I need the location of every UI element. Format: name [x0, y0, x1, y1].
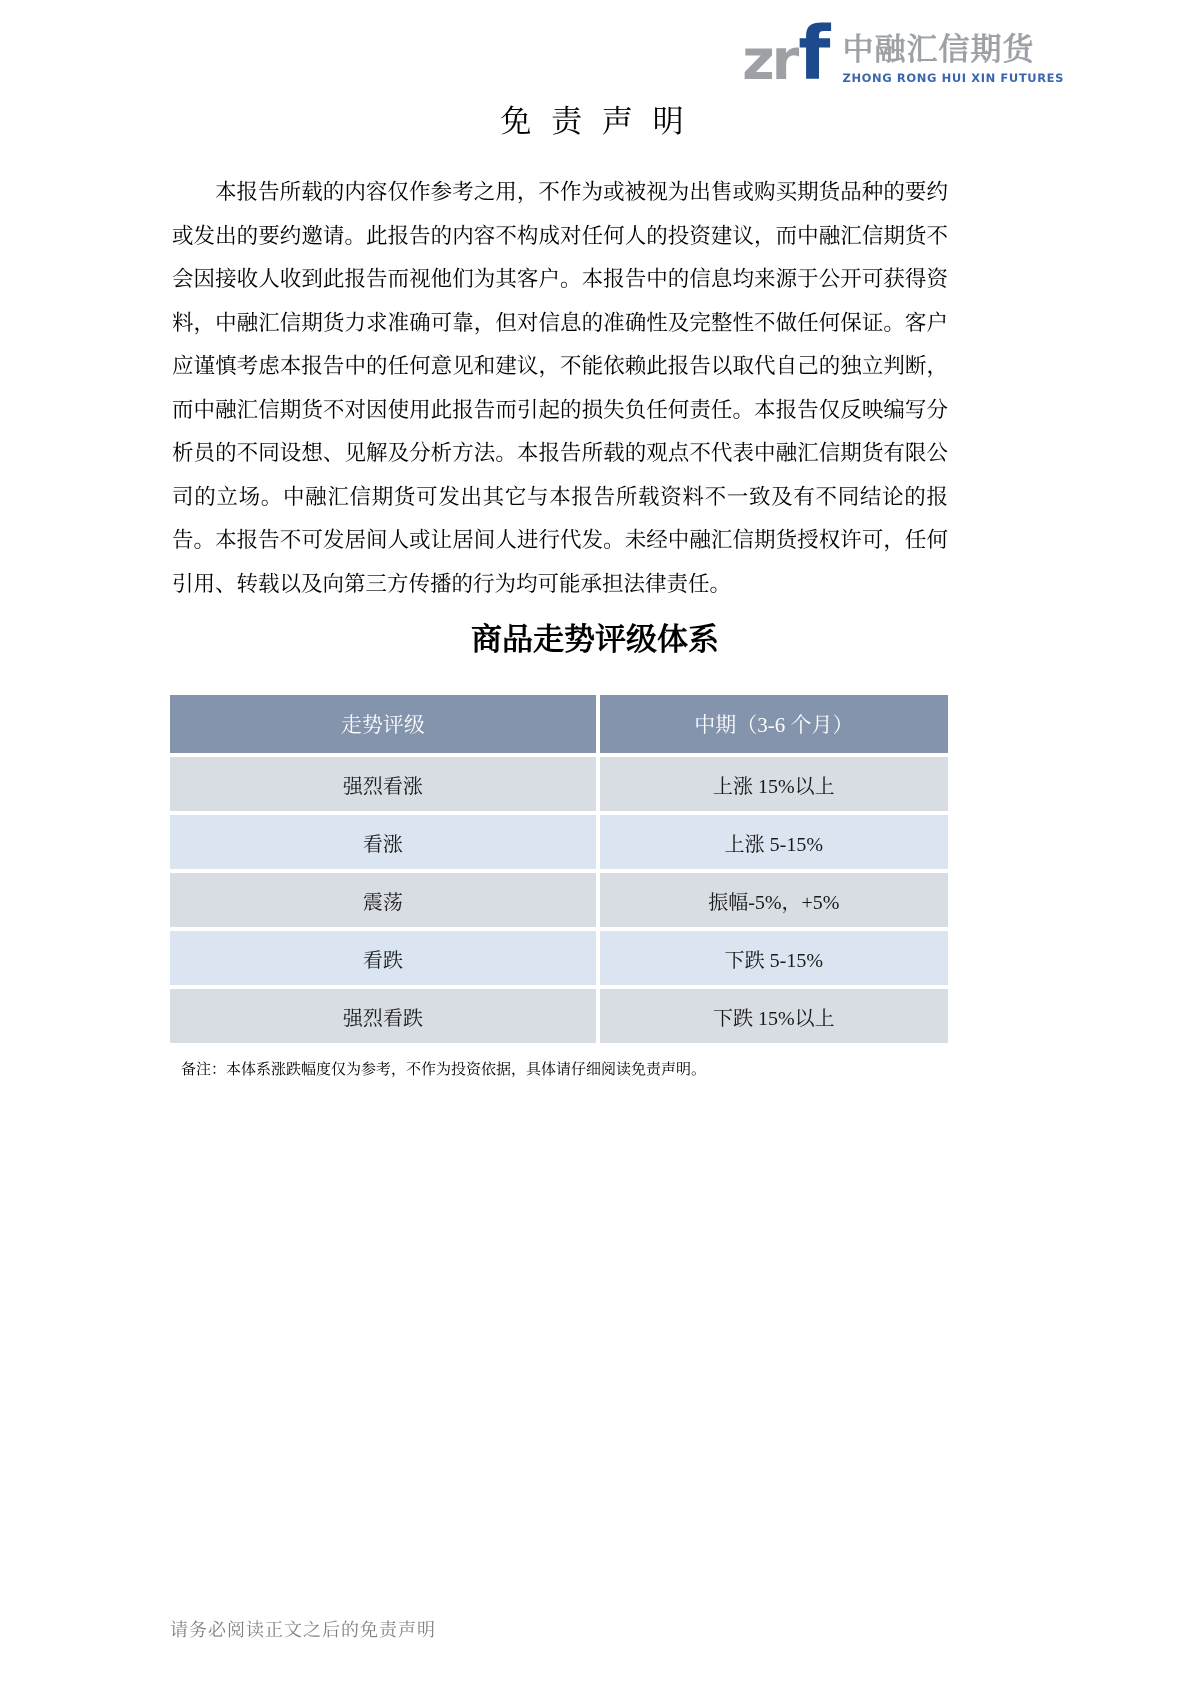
rating-table — [166, 691, 952, 1047]
company-name-en: ZHONG RONG HUI XIN FUTURES — [842, 71, 1064, 85]
table-row — [170, 873, 948, 927]
zrf-logo-icon — [742, 10, 831, 97]
range-cell: 上涨 15%以上 — [600, 757, 948, 811]
section-title: 商品走势评级体系 — [471, 622, 719, 657]
table-row — [170, 989, 948, 1043]
range-cell: 下跌 5-15% — [600, 931, 948, 985]
logo-wordmark — [843, 24, 1065, 85]
logo-letters-zr: zr — [742, 27, 797, 93]
range-cell: 下跌 15%以上 — [600, 989, 948, 1043]
footer-disclaimer: 请务必阅读正文之后的免责声明 — [170, 1620, 436, 1640]
header-midterm: 中期（3-6 个月） — [600, 695, 948, 753]
logo-letter-f: f — [798, 10, 831, 97]
rating-cell: 看跌 — [170, 931, 596, 985]
header-rating: 走势评级 — [170, 695, 596, 753]
rating-cell: 强烈看涨 — [170, 757, 596, 811]
range-cell: 上涨 5-15% — [600, 815, 948, 869]
rating-cell: 震荡 — [170, 873, 596, 927]
company-name-cn: 中融汇信期货 — [842, 32, 1035, 68]
table-note: 备注：本体系涨跌幅度仅为参考，不作为投资依据，具体请仔细阅读免责声明。 — [181, 1062, 707, 1078]
table-row — [170, 931, 948, 985]
rating-cell: 看涨 — [170, 815, 596, 869]
rating-cell: 强烈看跌 — [170, 989, 596, 1043]
table-row — [170, 815, 948, 869]
table-row — [170, 757, 948, 811]
range-cell: 振幅-5%，+5% — [600, 873, 948, 927]
table-header-row — [170, 695, 948, 753]
disclaimer-paragraph: 本报告所载的内容仅作参考之用，不作为或被视为出售或购买期货品种的要约或发出的要约邀请。此报告的内容不构成对任何人的投资建议，而中融汇信期货不会因接收人收到此报告而视他们为其客户。本报告中的信息均来源于公开可获得资料，中融汇信期货力求准确可靠，但对信息的准确性及完整性不做任何保证。客户应谨慎考虑本报告中的任何意见和建议，不能依赖此报告以取代自己的独立判断，而中融汇信期货不对因使用此报告而引起的损失负任何责任。本报告仅反映编写分析员的不同设想、见解及分析方法。本报告所载的观点不代表中融汇信期货有限公司的立场。中融汇信期货可发出其它与本报告所载资料不一致及有不同结论的报告。本报告不可发居间人或让居间人进行代发。未经中融汇信期货授权许可，任何引用、转载以及向第三方传播的行为均可能承担法律责任。 — [172, 180, 948, 596]
page-title: 免 责 声 明 — [500, 104, 690, 139]
company-logo — [742, 10, 1064, 97]
